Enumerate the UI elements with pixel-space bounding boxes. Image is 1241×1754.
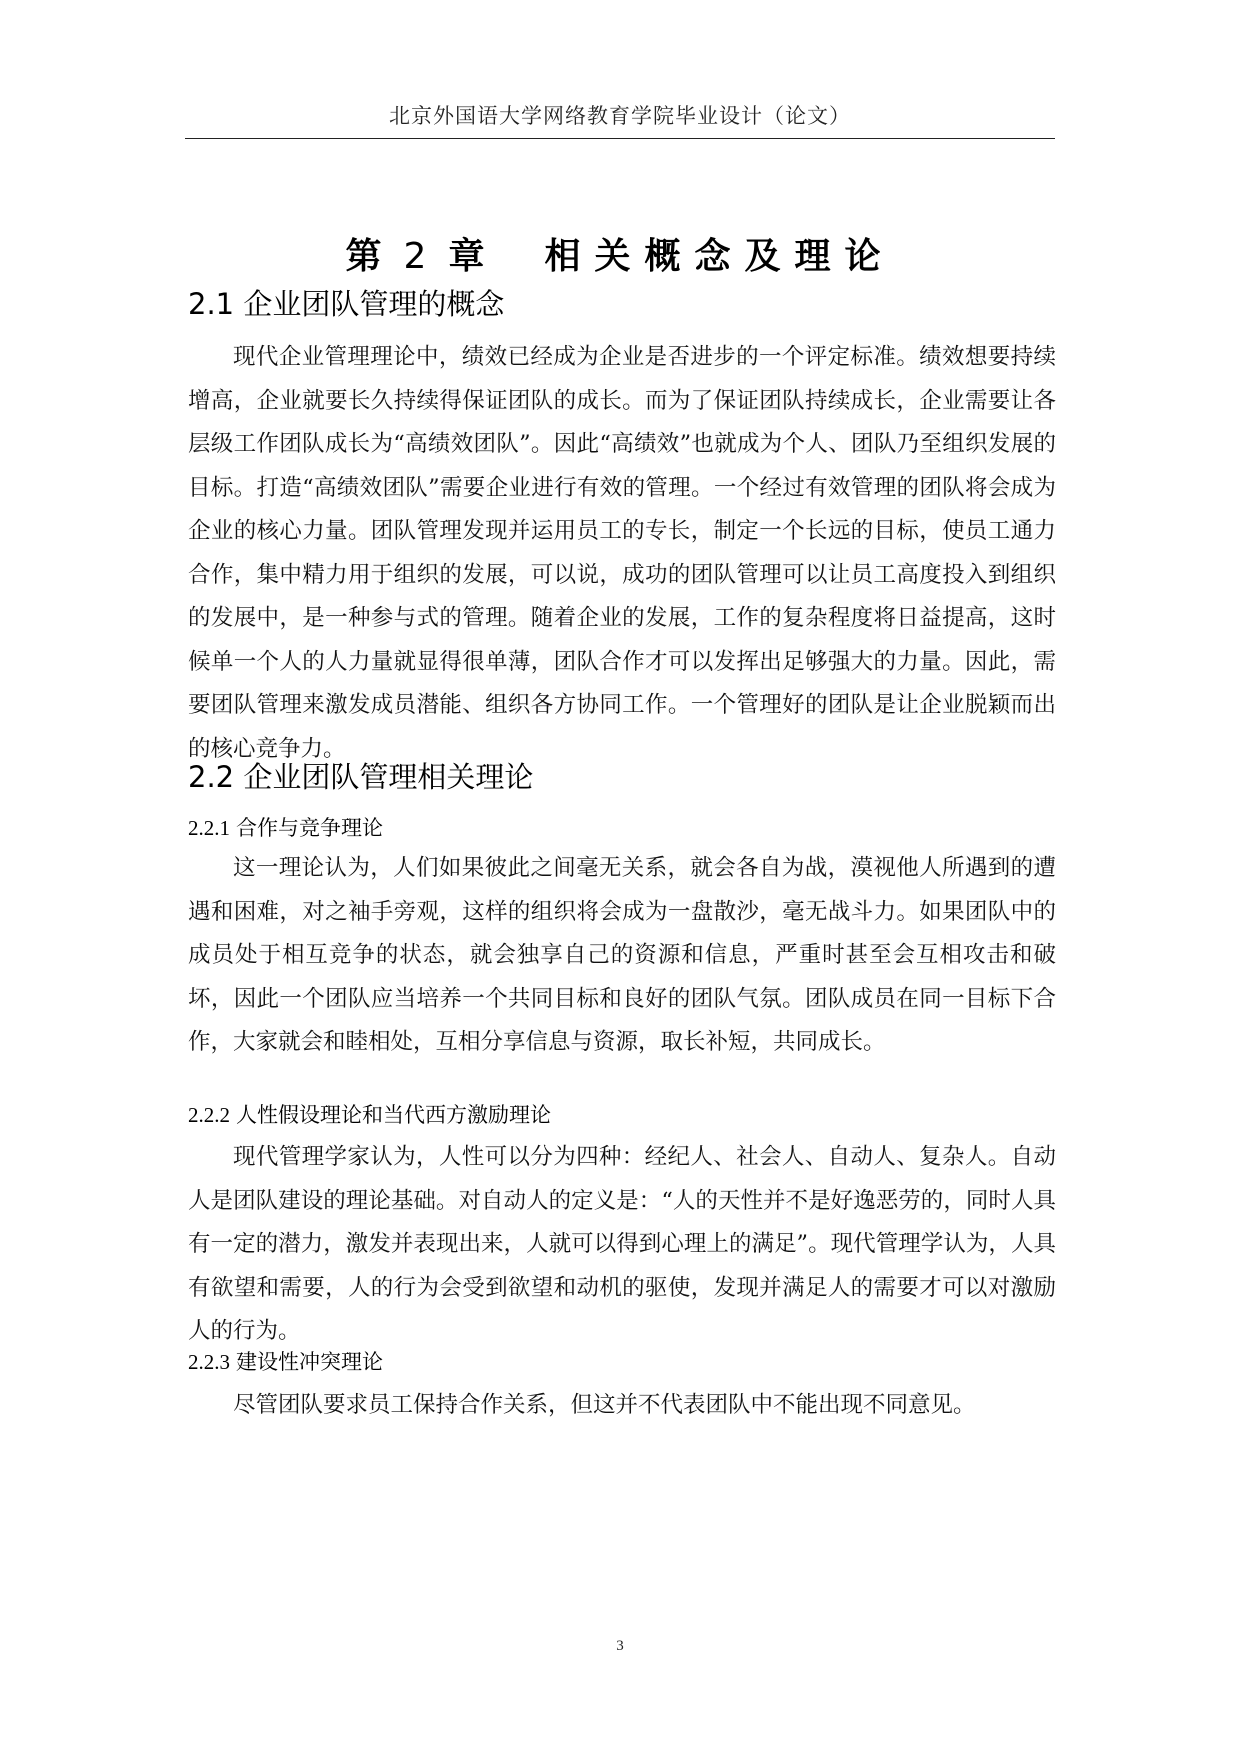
- subsection-number: 2.2.1: [188, 816, 230, 840]
- subsection-heading-2-2-3: [188, 1346, 383, 1376]
- section-2-1-paragraph: 现代企业管理理论中，绩效已经成为企业是否进步的一个评定标准。绩效想要持续增高，企业就要长久持续得保证团队的成长。而为了保证团队持续成长，企业需要让各层级工作团队成长为“高绩效团队”。因此“高绩效”也就成为个人、团队乃至组织发展的目标。打造“高绩效团队”需要企业进行有效的管理。一个经过有效管理的团队将会成为企业的核心力量。团队管理发现并运用员工的专长，制定一个长远的目标，使员工通力合作，集中精力用于组织的发展，可以说，成功的团队管理可以让员工高度投入到组织的发展中，是一种参与式的管理。随着企业的发展，工作的复杂程度将日益提高，这时候单一个人的人力量就显得很单薄，团队合作才可以发挥出足够强大的力量。因此，需要团队管理来激发成员潜能、组织各方协同工作。一个管理好的团队是让企业脱颖而出的核心竞争力。: [188, 344, 1056, 762]
- chapter-name: 相关概念及理论: [544, 236, 895, 277]
- subsection-title: 建设性冲突理论: [236, 1350, 383, 1374]
- section-heading-2-1: 2.1 企业团队管理的概念: [188, 287, 505, 321]
- running-header: 北京外国语大学网络教育学院毕业设计（论文）: [389, 104, 851, 128]
- subsection-number: 2.2.2: [188, 1103, 230, 1127]
- subsection-heading-2-2-2: [188, 1099, 551, 1129]
- subsection-number: 2.2.3: [188, 1350, 230, 1374]
- subsection-title: 合作与竞争理论: [236, 816, 383, 840]
- subsection-2-2-1-paragraph: 这一理论认为，人们如果彼此之间毫无关系，就会各自为战，漠视他人所遇到的遭遇和困难，对之袖手旁观，这样的组织将会成为一盘散沙，毫无战斗力。如果团队中的成员处于相互竞争的状态，就会独享自己的资源和信息，严重时甚至会互相攻击和破坏，因此一个团队应当培养一个共同目标和良好的团队气氛。团队成员在同一目标下合作，大家就会和睦相处，互相分享信息与资源，取长补短，共同成长。: [188, 855, 1056, 1055]
- section-heading-2-2: 2.2 企业团队管理相关理论: [188, 760, 534, 794]
- chapter-suffix: 章: [448, 236, 499, 277]
- chapter-number: 2: [403, 236, 441, 277]
- subsection-heading-2-2-1: [188, 812, 383, 842]
- chapter-prefix: 第: [345, 236, 396, 277]
- subsection-2-2-3-paragraph: 尽管团队要求员工保持合作关系，但这并不代表团队中不能出现不同意见。: [233, 1392, 976, 1418]
- header-divider: [185, 138, 1055, 139]
- page-number: 3: [616, 1638, 624, 1654]
- subsection-title: 人性假设理论和当代西方激励理论: [236, 1103, 551, 1127]
- subsection-2-2-2-paragraph: 现代管理学家认为，人性可以分为四种：经纪人、社会人、自动人、复杂人。自动人是团队建设的理论基础。对自动人的定义是：“人的天性并不是好逸恶劳的，同时人具有一定的潜力，激发并表现出来，人就可以得到心理上的满足”。现代管理学认为，人具有欲望和需要，人的行为会受到欲望和动机的驱使，发现并满足人的需要才可以对激励人的行为。: [188, 1144, 1056, 1344]
- chapter-title: [185, 228, 1055, 279]
